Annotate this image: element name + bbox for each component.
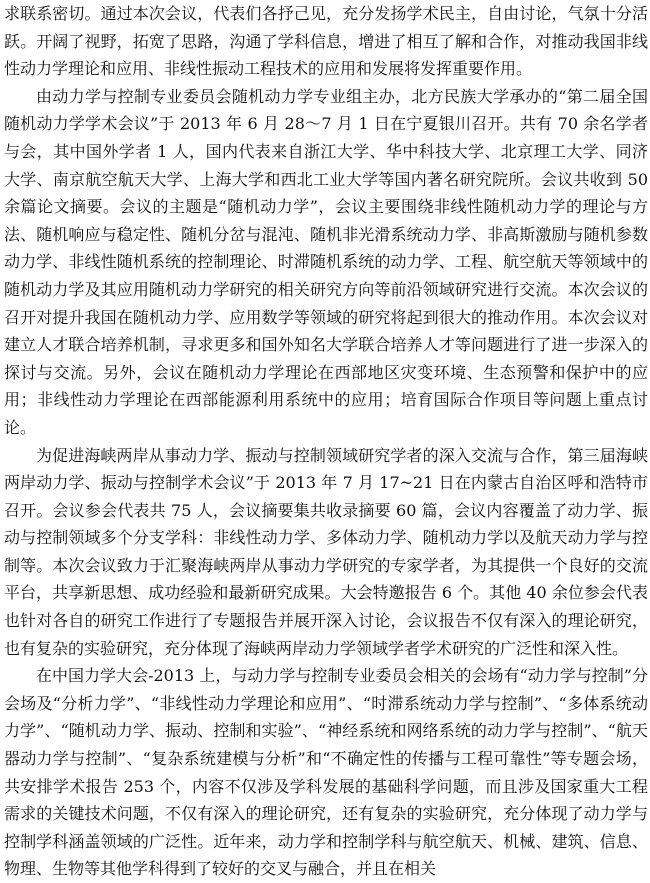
paragraph-continuation: 求联系密切。通过本次会议，代表们各抒己见，充分发扬学术民主，自由讨论，气氛十分活跃。开阔了视野，拓宽了思路，沟通了学科信息，增进了相互了解和合作，对推动我国非线性动力学理论和应用、非线性振动工程技术的应用和发展将发挥重要作用。 [4, 4, 648, 79]
paragraph-random-dynamics-conference: 由动力学与控制专业委员会随机动力学专业组主办，北方民族大学承办的“第二届全国随机动力学学术会议”于 2013 年 6 月 28～7 月 1 日在宁夏银川召开。共有 70 余名学者与会，其中国外学者 1 人，国内代表来自浙江大学、华中科技大学、北京理工大学、同济大学、南京航空航天大学、上海大学和西北工业大学等国内著名研究院所。会议共收到 50 余篇论文摘要。会议的主题是“随机动力学”，会议主要围绕非线性随机动力学的理论与方法、随机响应与稳定性、随机分岔与混沌、随机非光滑系统动力学、非高斯激励与随机参数动力学、非线性随机系统的控制理论、时滞随机系统的动力学、工程、航空航天等领域中的随机动力学及其应用随机动力学研究的相关研究方向等前沿领域研究进行交流。本次会议的召开对提升我国在随机动力学、应用数学等领域的研究将起到很大的推动作用。本次会议对建立人才联合培养机制，寻求更多和国外知名大学联合培养人才等问题进行了进一步深入的探讨与交流。另外，会议在随机动力学理论在西部地区灾变环境、生态预警和保护中的应用；非线性动力学理论在西部能源利用系统中的应用；培育国际合作项目等问题上重点讨论。 [4, 86, 648, 437]
paragraph-mechanics-congress: 在中国力学大会-2013 上，与动力学与控制专业委员会相关的会场有“动力学与控制”分会场及“分析力学”、“非线性动力学理论和应用”、“时滞系统动力学与控制”、“多体系统动力学”、“随机动力学、振动、控制和实验”、“神经系统和网络系统的动力学与控制”、“航天器动力学与控制”、“复杂系统建模与分析”和“不确定性的传播与工程可靠性”等专题会场，共安排学术报告 253 个，内容不仅涉及学科发展的基础科学问题，而且涉及国家重大工程需求的关键技术问题，不仅有深入的理论研究，还有复杂的实验研究，充分体现了动力学与控制学科涵盖领域的广泛性。近年来，动力学和控制学科与航空航天、机械、建筑、信息、物理、生物等其他学科得到了较好的交叉与融合，并且在相关 [4, 666, 648, 879]
document-body [4, 0, 648, 883]
paragraph-cross-strait-conference: 为促进海峡两岸从事动力学、振动与控制领域研究学者的深入交流与合作，第三届海峡两岸动力学、振动与控制学术会议”于 2013 年 7 月 17~21 日在内蒙古自治区呼和浩特市召开。会议参会代表共 75 人，会议摘要集共收录摘要 60 篇，会议内容覆盖了动力学、振动与控制领域多个分支学科：非线性动力学、多体动力学、随机动力学以及航天动力学与控制等。本次会议致力于汇聚海峡两岸从事动力学研究的专家学者，为其提供一个良好的交流平台，共享新思想、成功经验和最新研究成果。大会特邀报告 6 个。其他 40 余位参会代表也针对各自的研究工作进行了专题报告并展开深入讨论，会议报告不仅有深入的理论研究，也有复杂的实验研究，充分体现了海峡两岸动力学领域学者学术研究的广泛性和深入性。 [4, 445, 648, 658]
